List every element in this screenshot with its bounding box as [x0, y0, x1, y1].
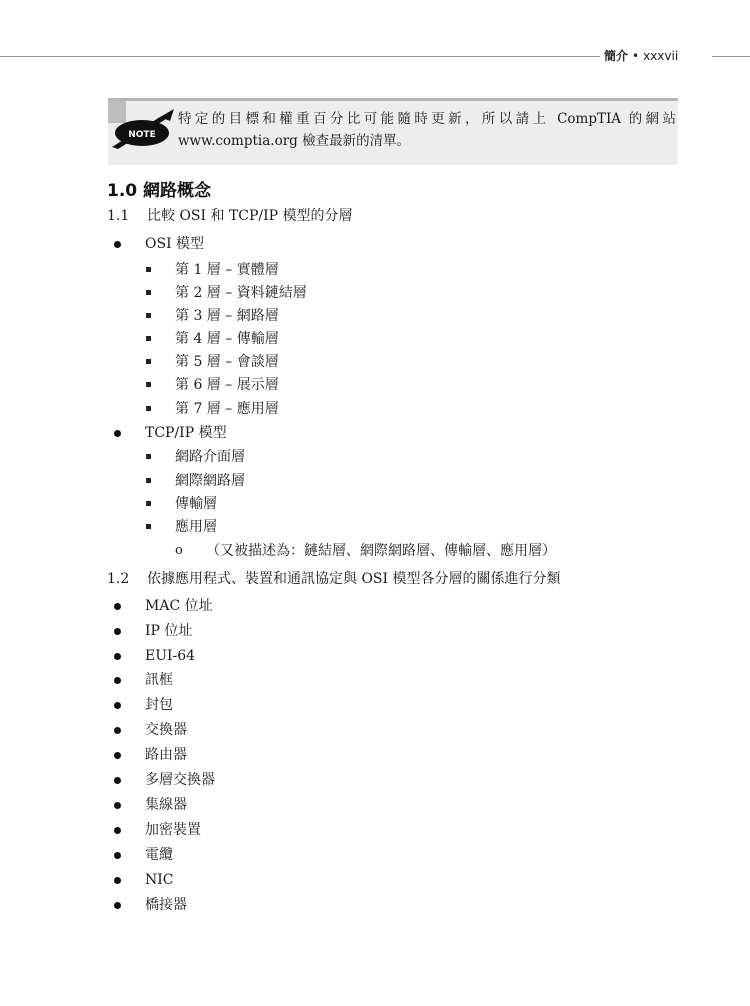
- list-item: [0, 871, 750, 889]
- bullet-marker: [114, 752, 121, 759]
- list-item: [0, 284, 750, 302]
- bullet-marker: [114, 852, 121, 859]
- bullet-marker: [114, 628, 121, 635]
- list-item-label: （又被描述為：鏈結層、網際網路層、傳輸層、應用層）: [206, 543, 556, 559]
- bullet-marker: [114, 827, 121, 834]
- list-item: [0, 330, 750, 348]
- list-item-label: 封包: [145, 697, 173, 713]
- bullet-marker: [114, 603, 121, 610]
- note-icon: [108, 101, 178, 151]
- list-item: [0, 376, 750, 394]
- objective-1-2: [0, 570, 750, 588]
- list-item: [0, 846, 750, 864]
- list-item-label: TCP/IP 模型: [145, 425, 227, 441]
- note-box: [108, 98, 678, 165]
- running-header-separator: •: [632, 49, 640, 63]
- running-header-section: 簡介: [604, 49, 629, 63]
- list-item: [0, 235, 750, 253]
- list-item-label: EUI-64: [145, 648, 196, 664]
- list-item: [0, 696, 750, 714]
- objective-1-1: [0, 207, 750, 225]
- list-item: [0, 424, 750, 442]
- list-item: [0, 261, 750, 279]
- square-marker: [146, 454, 151, 459]
- bullet-marker: [114, 877, 121, 884]
- list-item: [0, 721, 750, 739]
- list-item-label: 第 5 層 – 會談層: [175, 354, 279, 370]
- list-item: [0, 821, 750, 839]
- note-icon-label: NOTE: [128, 130, 156, 140]
- objective-number: 1.2: [107, 571, 130, 587]
- list-item: [0, 746, 750, 764]
- list-item-label: 橋接器: [145, 897, 187, 913]
- objective-title: 依據應用程式、裝置和通訊協定與 OSI 模型各分層的關係進行分類: [147, 571, 561, 587]
- square-marker: [146, 359, 151, 364]
- list-item: [0, 671, 750, 689]
- list-item: [0, 448, 750, 466]
- list-item-label: 電纜: [145, 847, 173, 863]
- list-item: [0, 597, 750, 615]
- list-item: [0, 796, 750, 814]
- list-item-label: OSI 模型: [145, 236, 205, 252]
- list-item: [0, 647, 750, 665]
- square-marker: [146, 406, 151, 411]
- list-item-label: 訊框: [145, 672, 173, 688]
- list-item-label: 加密裝置: [145, 822, 201, 838]
- bullet-marker: [114, 727, 121, 734]
- circle-marker: o: [175, 543, 183, 558]
- list-item: [0, 307, 750, 325]
- square-marker: [146, 336, 151, 341]
- square-marker: [146, 313, 151, 318]
- list-item-label: 多層交換器: [145, 772, 215, 788]
- list-item: [0, 542, 750, 560]
- list-item-label: 第 1 層 – 實體層: [175, 262, 279, 278]
- section-heading: 1.0 網路概念: [107, 181, 212, 201]
- list-item-label: 交換器: [145, 722, 187, 738]
- objective-number: 1.1: [107, 208, 130, 224]
- list-item-label: 應用層: [175, 519, 217, 535]
- list-item-label: 第 4 層 – 傳輸層: [175, 331, 279, 347]
- list-item-label: 第 7 層 – 應用層: [175, 401, 279, 417]
- list-item: [0, 353, 750, 371]
- header-rule-left: [0, 56, 600, 57]
- square-marker: [146, 290, 151, 295]
- list-item-label: 第 6 層 – 展示層: [175, 377, 279, 393]
- list-item: [0, 495, 750, 513]
- list-item-label: 網際網路層: [175, 473, 245, 489]
- list-item: [0, 518, 750, 536]
- bullet-marker: [114, 702, 121, 709]
- bullet-marker: [114, 777, 121, 784]
- list-item: [0, 472, 750, 490]
- bullet-marker: [114, 653, 121, 660]
- square-marker: [146, 267, 151, 272]
- list-item-label: 路由器: [145, 747, 187, 763]
- note-text: 特定的目標和權重百分比可能隨時更新，所以請上 CompTIA 的網站 www.comptia.org 檢查最新的清單。: [178, 111, 676, 149]
- running-header: [604, 47, 678, 64]
- bullet-marker: [114, 902, 121, 909]
- header-rule-right: [712, 56, 750, 57]
- square-marker: [146, 382, 151, 387]
- bullet-marker: [114, 802, 121, 809]
- square-marker: [146, 501, 151, 506]
- list-item-label: MAC 位址: [145, 598, 213, 614]
- bullet-marker: [114, 430, 121, 437]
- objective-title: 比較 OSI 和 TCP/IP 模型的分層: [147, 208, 353, 224]
- list-item-label: 傳輸層: [175, 496, 217, 512]
- bullet-marker: [114, 241, 121, 248]
- list-item-label: IP 位址: [145, 623, 193, 639]
- square-marker: [146, 524, 151, 529]
- list-item: [0, 896, 750, 914]
- list-item-label: NIC: [145, 872, 174, 888]
- page-number: xxxvii: [643, 49, 679, 63]
- list-item: [0, 771, 750, 789]
- list-item-label: 第 2 層 – 資料鏈結層: [175, 285, 307, 301]
- square-marker: [146, 478, 151, 483]
- list-item: [0, 400, 750, 418]
- list-item: [0, 622, 750, 640]
- list-item-label: 網路介面層: [175, 449, 245, 465]
- list-item-label: 第 3 層 – 網路層: [175, 308, 279, 324]
- list-item-label: 集線器: [145, 797, 187, 813]
- bullet-marker: [114, 677, 121, 684]
